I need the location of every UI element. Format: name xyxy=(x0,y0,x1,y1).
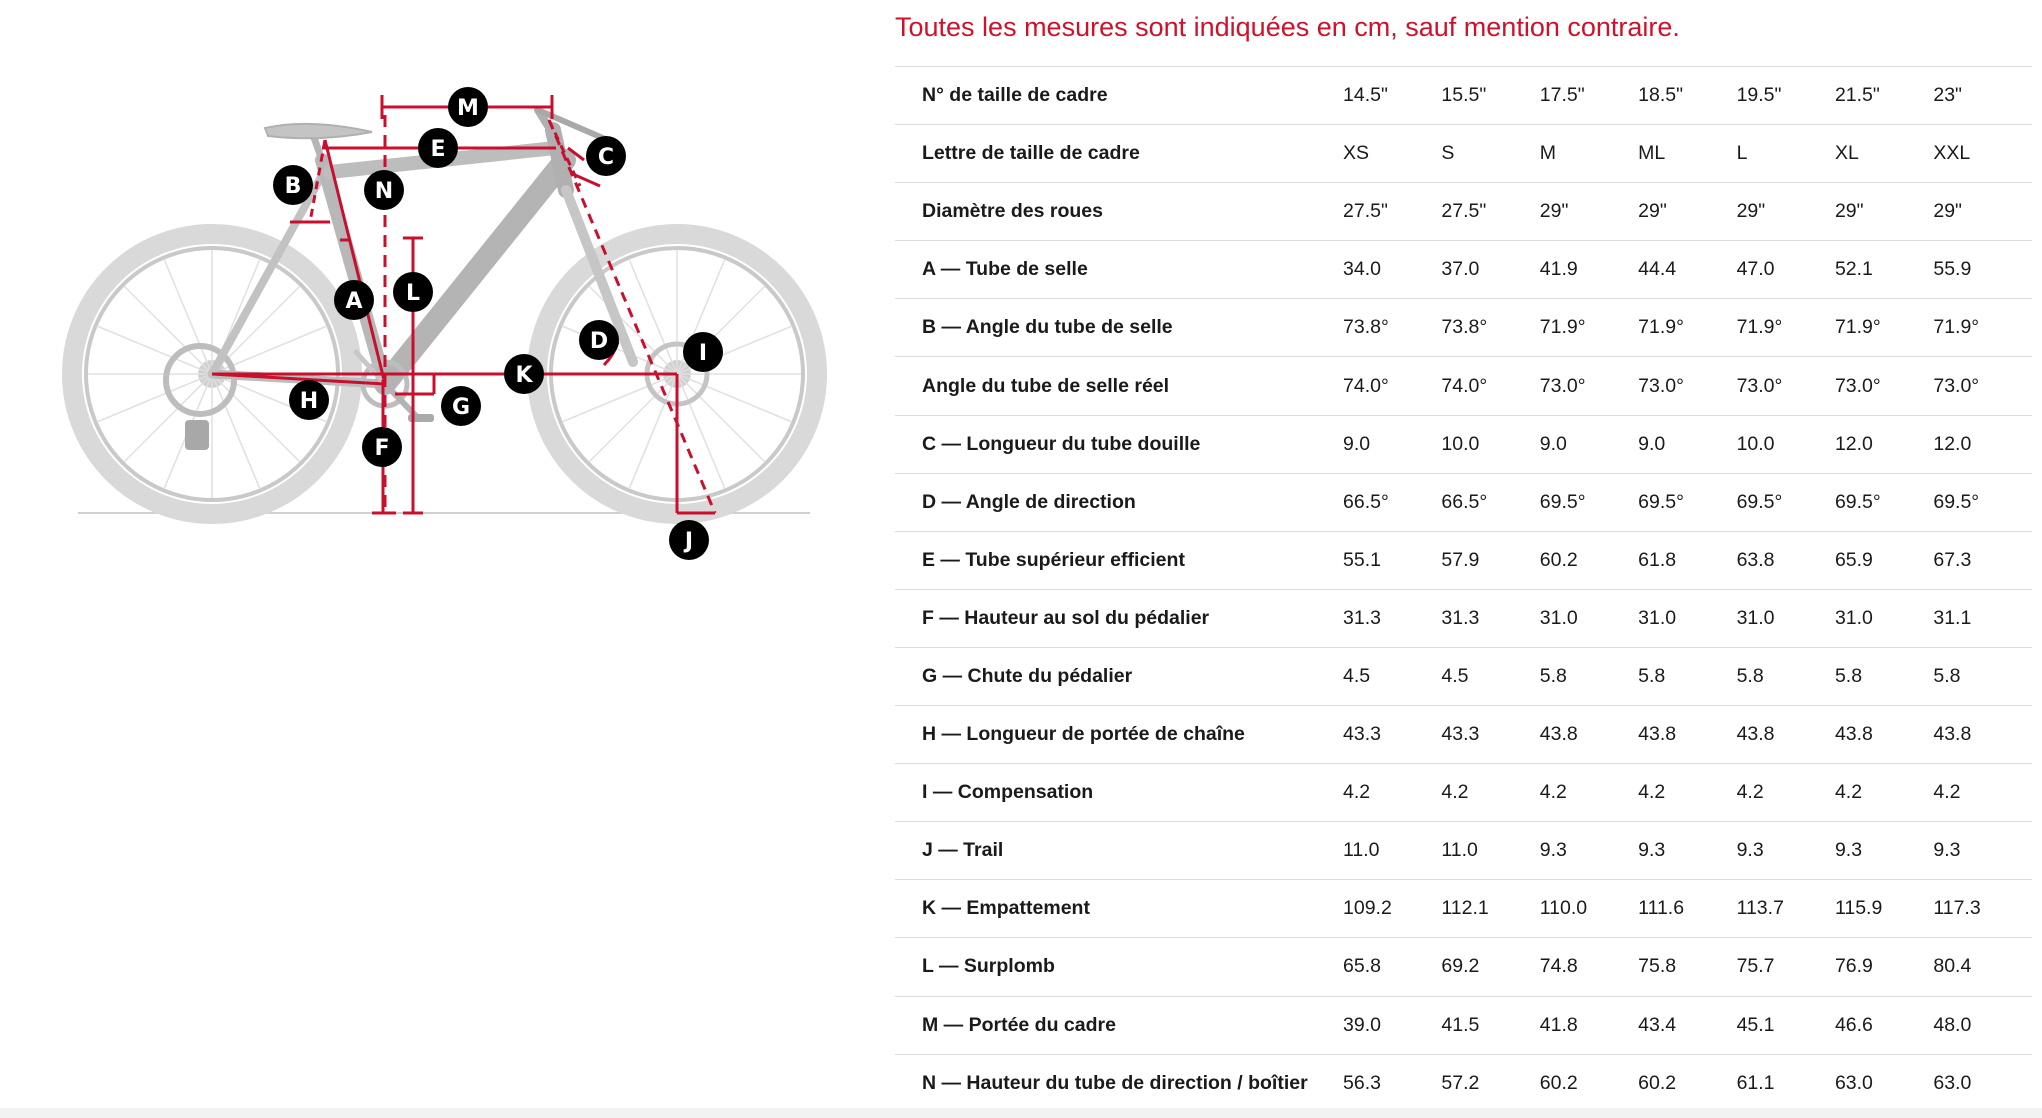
row-label: Lettre de taille de cadre xyxy=(922,142,1140,165)
cell-value: 45.1 xyxy=(1736,1013,1775,1036)
cell-value: 5.8 xyxy=(1933,664,1961,687)
cell-value: 37.0 xyxy=(1441,258,1480,281)
table-row xyxy=(895,647,2032,705)
cell-value: 63.8 xyxy=(1736,548,1775,571)
cell-value: 43.8 xyxy=(1933,723,1972,746)
cell-value: 31.0 xyxy=(1736,606,1775,629)
cell-value: 9.3 xyxy=(1933,839,1961,862)
cell-value: 115.9 xyxy=(1834,897,1883,920)
cell-value: 69.5° xyxy=(1638,490,1684,513)
cell-value: 80.4 xyxy=(1933,955,1972,978)
cell-value: 74.0° xyxy=(1441,374,1488,397)
cell-value: 69.5° xyxy=(1933,490,1980,513)
cell-value: 75.7 xyxy=(1736,955,1775,978)
bubble-g-label: G xyxy=(451,395,471,420)
cell-value: 4.2 xyxy=(1736,781,1764,804)
cell-value: 55.1 xyxy=(1343,548,1381,571)
cell-value: 73.8° xyxy=(1343,316,1389,339)
cell-value: 74.8 xyxy=(1539,955,1578,978)
cell-value: 73.8° xyxy=(1441,316,1488,339)
units-notice: Toutes les mesures sont indiquées en cm, sauf mention contraire. xyxy=(895,12,1680,42)
bubble-h-label: H xyxy=(299,389,319,414)
bubble-i xyxy=(683,332,723,372)
bubble-f-label: F xyxy=(374,436,390,461)
row-label: G — Chute du pédalier xyxy=(922,664,1133,687)
table-row xyxy=(895,67,2032,125)
cell-value: 27.5" xyxy=(1441,200,1487,223)
cell-value: 73.0° xyxy=(1539,374,1586,397)
row-label: E — Tube supérieur efficient xyxy=(922,548,1185,571)
cell-value: 27.5" xyxy=(1343,200,1388,223)
bubble-d xyxy=(579,320,619,360)
row-label: N° de taille de cadre xyxy=(922,84,1108,107)
table-row xyxy=(895,822,2032,880)
table-row xyxy=(895,125,2032,183)
cell-value: 31.1 xyxy=(1933,606,1972,629)
cell-value: 60.2 xyxy=(1539,1071,1578,1094)
cell-value: 67.3 xyxy=(1933,548,1972,571)
cell-value: 71.9° xyxy=(1834,316,1881,339)
cell-value: 69.5° xyxy=(1539,490,1586,513)
cell-value: 12.0 xyxy=(1834,432,1873,455)
cell-value: 57.9 xyxy=(1441,548,1480,571)
cell-value: 55.9 xyxy=(1933,258,1972,281)
cell-value: 61.1 xyxy=(1736,1071,1775,1094)
bubble-e-label: E xyxy=(430,137,446,162)
cell-value: 9.3 xyxy=(1834,839,1863,862)
cell-value: 61.8 xyxy=(1638,548,1677,571)
cell-value: 71.9° xyxy=(1539,316,1586,339)
bubble-b-label: B xyxy=(284,174,302,199)
bubble-h xyxy=(289,380,329,420)
cell-value: 43.8 xyxy=(1834,723,1873,746)
bubble-g xyxy=(441,386,481,426)
cell-value: 31.3 xyxy=(1441,606,1480,629)
cell-value: 29" xyxy=(1638,200,1667,223)
cell-value: 73.0° xyxy=(1834,374,1881,397)
cell-value: 111.6 xyxy=(1638,897,1685,920)
cell-value: 41.9 xyxy=(1539,258,1578,281)
table-row xyxy=(895,241,2032,299)
cell-value: 9.3 xyxy=(1736,839,1764,862)
cell-value: 4.2 xyxy=(1638,781,1666,804)
cell-value: 4.2 xyxy=(1441,781,1469,804)
cell-value: 9.0 xyxy=(1539,432,1567,455)
cell-value: 9.0 xyxy=(1638,432,1666,455)
cell-value: 31.0 xyxy=(1834,606,1873,629)
bubble-m xyxy=(448,87,488,127)
cell-value: XXL xyxy=(1933,142,1971,165)
bottom-band xyxy=(0,1108,2042,1118)
cell-value: 29" xyxy=(1539,200,1569,223)
bubble-c xyxy=(586,136,626,176)
cell-value: 4.5 xyxy=(1343,664,1371,687)
cell-value: 52.1 xyxy=(1834,258,1873,281)
cell-value: 4.5 xyxy=(1441,664,1469,687)
bubble-m-label: M xyxy=(457,96,479,121)
cell-value: 117.3 xyxy=(1933,897,1981,920)
row-label: Diamètre des roues xyxy=(922,200,1103,223)
cell-value: S xyxy=(1441,142,1455,165)
bubble-j xyxy=(669,520,709,560)
cell-value: 43.4 xyxy=(1638,1013,1677,1036)
bubble-k xyxy=(504,354,544,394)
row-label: B — Angle du tube de selle xyxy=(922,316,1173,339)
bubble-l-label: L xyxy=(405,281,421,306)
cell-value: 66.5° xyxy=(1441,490,1488,513)
cell-value: 113.7 xyxy=(1736,897,1784,920)
table-row xyxy=(895,764,2032,822)
cell-value: 12.0 xyxy=(1933,432,1972,455)
cell-value: 23" xyxy=(1933,84,1962,107)
cell-value: 60.2 xyxy=(1638,1071,1677,1094)
table-row xyxy=(895,938,2032,996)
table-row xyxy=(895,357,2032,415)
cell-value: XS xyxy=(1343,142,1370,165)
cell-value: 15.5" xyxy=(1441,84,1487,107)
row-label: H — Longueur de portée de chaîne xyxy=(922,723,1245,746)
cell-value: 46.6 xyxy=(1834,1013,1873,1036)
cell-value: 43.3 xyxy=(1343,723,1381,746)
cell-value: 21.5" xyxy=(1834,84,1880,107)
bubble-n xyxy=(364,170,404,210)
geometry-table xyxy=(895,66,2032,1113)
cell-value: 10.0 xyxy=(1736,432,1775,455)
cell-value: 31.0 xyxy=(1638,606,1677,629)
cell-value: 29" xyxy=(1834,200,1864,223)
row-label: A — Tube de selle xyxy=(922,258,1088,281)
cell-value: 75.8 xyxy=(1638,955,1677,978)
bubble-l xyxy=(393,272,433,312)
table-row xyxy=(895,996,2032,1054)
row-label: C — Longueur du tube douille xyxy=(922,432,1201,455)
cell-value: 4.2 xyxy=(1539,781,1567,804)
cell-value: 19.5" xyxy=(1736,84,1782,107)
cell-value: 73.0° xyxy=(1736,374,1783,397)
cell-value: 71.9° xyxy=(1638,316,1684,339)
cell-value: 4.2 xyxy=(1834,781,1863,804)
row-label: F — Hauteur au sol du pédalier xyxy=(922,606,1210,629)
bubble-f xyxy=(362,427,402,467)
cell-value: 10.0 xyxy=(1441,432,1480,455)
cell-value: 65.8 xyxy=(1343,955,1381,978)
cell-value: 5.8 xyxy=(1736,664,1764,687)
cell-value: 29" xyxy=(1933,200,1962,223)
cell-value: 11.0 xyxy=(1343,839,1380,862)
bike-geometry-diagram xyxy=(0,0,880,620)
cell-value: 9.3 xyxy=(1638,839,1666,862)
cell-value: 74.0° xyxy=(1343,374,1389,397)
bubble-c-label: C xyxy=(597,145,615,170)
cell-value: 69.2 xyxy=(1441,955,1480,978)
row-label: N — Hauteur du tube de direction / boîtier xyxy=(922,1071,1308,1094)
row-label: Angle du tube de selle réel xyxy=(922,374,1170,397)
cell-value: 71.9° xyxy=(1736,316,1783,339)
cell-value: 112.1 xyxy=(1441,897,1489,920)
cell-value: 5.8 xyxy=(1638,664,1666,687)
cell-value: 60.2 xyxy=(1539,548,1578,571)
cell-value: 9.3 xyxy=(1539,839,1567,862)
cell-value: 43.8 xyxy=(1539,723,1578,746)
row-label: L — Surplomb xyxy=(922,955,1055,978)
cell-value: 14.5" xyxy=(1343,84,1388,107)
cell-value: 63.0 xyxy=(1834,1071,1873,1094)
cell-value: XL xyxy=(1834,142,1859,165)
cell-value: 11.0 xyxy=(1441,839,1478,862)
cell-value: 5.8 xyxy=(1834,664,1863,687)
bike-geometry-illustration xyxy=(0,0,880,620)
cell-value: L xyxy=(1736,142,1748,165)
cell-value: 69.5° xyxy=(1834,490,1881,513)
cell-value: 31.3 xyxy=(1343,606,1381,629)
cell-value: 4.2 xyxy=(1343,781,1371,804)
cell-value: 47.0 xyxy=(1736,258,1775,281)
cell-value: 73.0° xyxy=(1638,374,1684,397)
cell-value: 43.3 xyxy=(1441,723,1480,746)
bubble-e xyxy=(418,128,458,168)
cell-value: M xyxy=(1539,142,1557,165)
bubble-j-label: J xyxy=(684,529,694,554)
bubble-k-label: K xyxy=(515,363,533,388)
table-row xyxy=(895,880,2032,938)
cell-value: 44.4 xyxy=(1638,258,1677,281)
cell-value: 41.5 xyxy=(1441,1013,1480,1036)
bubble-n-label: N xyxy=(374,179,394,204)
bubble-a-label: A xyxy=(345,289,363,314)
cell-value: 43.8 xyxy=(1638,723,1677,746)
cell-value: 57.2 xyxy=(1441,1071,1480,1094)
bubble-a xyxy=(334,280,374,320)
row-label: M — Portée du cadre xyxy=(922,1013,1116,1036)
cell-value: 43.8 xyxy=(1736,723,1775,746)
cell-value: 65.9 xyxy=(1834,548,1873,571)
table-row xyxy=(895,706,2032,764)
cell-value: 31.0 xyxy=(1539,606,1578,629)
table-row xyxy=(895,1054,2032,1112)
row-label: K — Empattement xyxy=(922,897,1090,920)
row-label: J — Trail xyxy=(922,839,1004,862)
row-label: D — Angle de direction xyxy=(922,490,1136,513)
cell-value: ML xyxy=(1638,142,1666,165)
bubble-d-label: D xyxy=(589,329,609,354)
cell-value: 69.5° xyxy=(1736,490,1783,513)
cell-value: 63.0 xyxy=(1933,1071,1972,1094)
table-row xyxy=(895,589,2032,647)
table-row xyxy=(895,183,2032,241)
cell-value: 109.2 xyxy=(1343,897,1392,920)
cell-value: 71.9° xyxy=(1933,316,1980,339)
cell-value: 110.0 xyxy=(1539,897,1588,920)
cell-value: 66.5° xyxy=(1343,490,1389,513)
table-row xyxy=(895,299,2032,357)
cell-value: 17.5" xyxy=(1539,84,1585,107)
cell-value: 41.8 xyxy=(1539,1013,1578,1036)
row-label: I — Compensation xyxy=(922,781,1094,804)
cell-value: 34.0 xyxy=(1343,258,1381,281)
cell-value: 73.0° xyxy=(1933,374,1980,397)
bubble-b xyxy=(273,165,313,205)
table-row xyxy=(895,415,2032,473)
cell-value: 39.0 xyxy=(1343,1013,1381,1036)
cell-value: 48.0 xyxy=(1933,1013,1972,1036)
cell-value: 56.3 xyxy=(1343,1071,1381,1094)
table-row xyxy=(895,531,2032,589)
cell-value: 76.9 xyxy=(1834,955,1873,978)
bubble-i-label: I xyxy=(698,341,708,366)
cell-value: 5.8 xyxy=(1539,664,1567,687)
cell-value: 9.0 xyxy=(1343,432,1371,455)
cell-value: 29" xyxy=(1736,200,1766,223)
cell-value: 4.2 xyxy=(1933,781,1961,804)
table-row xyxy=(895,473,2032,531)
cell-value: 18.5" xyxy=(1638,84,1684,107)
